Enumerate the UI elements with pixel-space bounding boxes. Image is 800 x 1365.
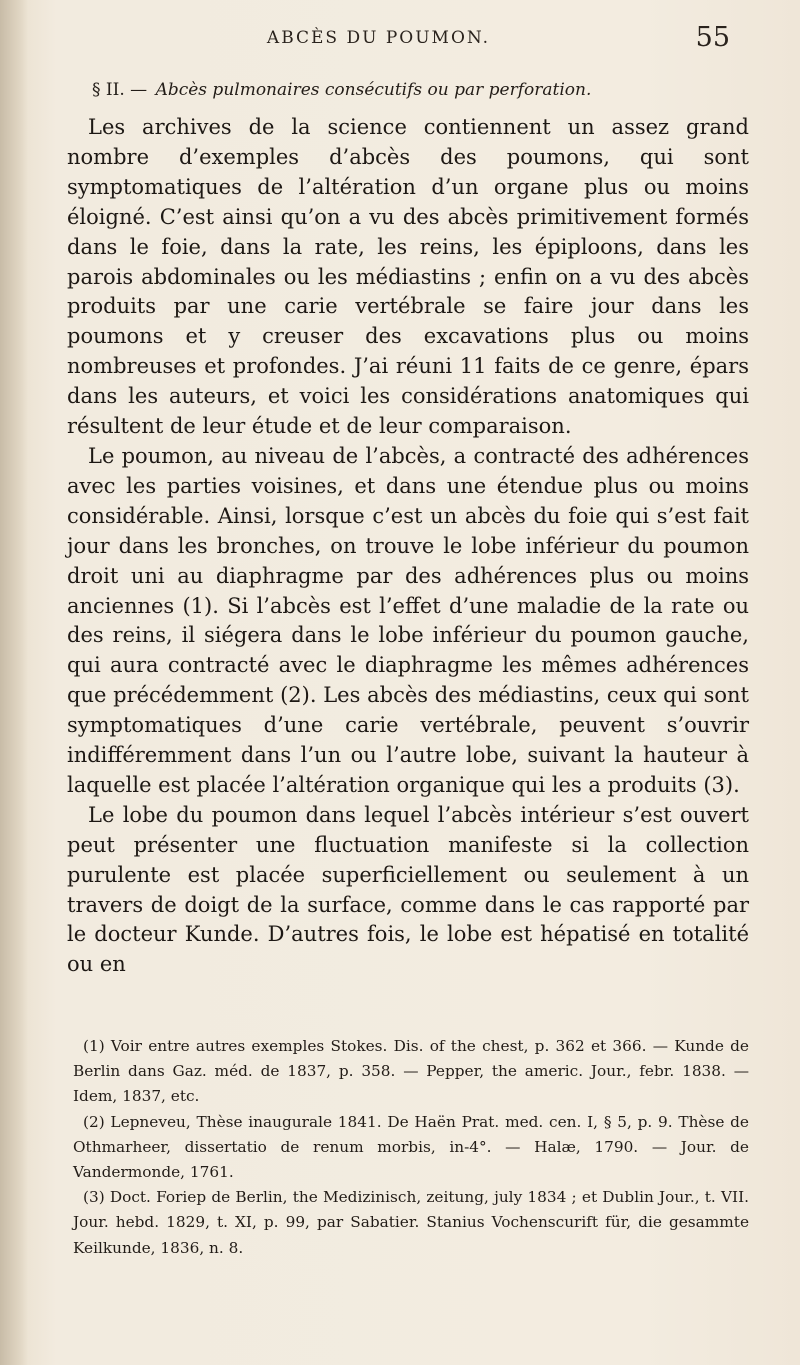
section-heading	[92, 80, 591, 100]
section-title: Abcès pulmonaires consécutifs ou par perforation.	[155, 80, 592, 100]
paragraph: Les archives de la science contiennent un assez grand nombre d’exemples d’abcès des poumons, qui sont symptomatiques de l’altération d’un organe plus ou moins éloigné. C’est ainsi qu’on a vu des abcès primitivement formés dans le foie, dans la rate, les reins, les épiploons, dans les parois abdominales ou les médiastins ; enfin on a vu des abcès produits par une carie vertébrale se faire jour dans les poumons et y creuser des excavations plus ou moins nombreuses et profondes. J’ai réuni 11 faits de ce genre, épars dans les auteurs, et voici les considérations anatomiques qui résultent de leur étude et de leur comparaison.	[67, 115, 749, 439]
footnote: (3) Doct. Foriep de Berlin, the Medizinisch, zeitung, july 1834 ; et Dublin Jour., t. VII. Jour. hebd. 1829, t. XI, p. 99, par Sabatier. Stanius Vochenscurift für, die gesammte Keilkunde, 1836, n. 8.	[73, 1188, 749, 1257]
paragraph: Le poumon, au niveau de l’abcès, a contracté des adhérences avec les parties voisines, et dans une étendue plus ou moins considérable. Ainsi, lorsque c’est un abcès du foie qui s’est fait jour dans les bronches, on trouve le lobe inférieur du poumon droit uni au diaphragme par des adhérences plus ou moins anciennes (1). Si l’abcès est l’effet d’une maladie de la rate ou des reins, il siégera dans le lobe inférieur du poumon gauche, qui aura contracté avec le diaphragme les mêmes adhérences que précédemment (2). Les abcès des médiastins, ceux qui sont symptomatiques d’une carie vertébrale, peuvent s’ouvrir indifféremment dans l’un ou l’autre lobe, suivant la hauteur à laquelle est placée l’altération organique qui les a produits (3).	[67, 443, 749, 797]
paragraph: Le lobe du poumon dans lequel l’abcès intérieur s’est ouvert peut présenter une fluctuation manifeste si la collection purulente est placée superficiellement ou seulement à un travers de doigt de la surface, comme dans le cas rapporté par le docteur Kunde. D’autres fois, le lobe est hépatisé en totalité ou en	[67, 802, 749, 977]
footnote: (2) Lepneveu, Thèse inaugurale 1841. De Haën Prat. med. cen. I, § 5, p. 9. Thèse de Othmarheer, dissertatio de renum morbis, in-4°. — Halæ, 1790. — Jour. de Vandermonde, 1761.	[73, 1112, 749, 1182]
section-number: § II. —	[92, 80, 148, 100]
page-number: 55	[695, 22, 730, 53]
running-head	[67, 22, 730, 53]
footnotes	[73, 1034, 749, 1261]
running-head-title: ABCÈS DU POUMON.	[266, 28, 491, 48]
footnote: (1) Voir entre autres exemples Stokes. Dis. of the chest, p. 362 et 366. — Kunde de Berlin dans Gaz. méd. de 1837, p. 358. — Pepper, the americ. Jour., febr. 1838. — Idem, 1837, etc.	[73, 1037, 749, 1106]
body-text	[67, 113, 749, 980]
page-gutter-shadow	[0, 0, 28, 1365]
